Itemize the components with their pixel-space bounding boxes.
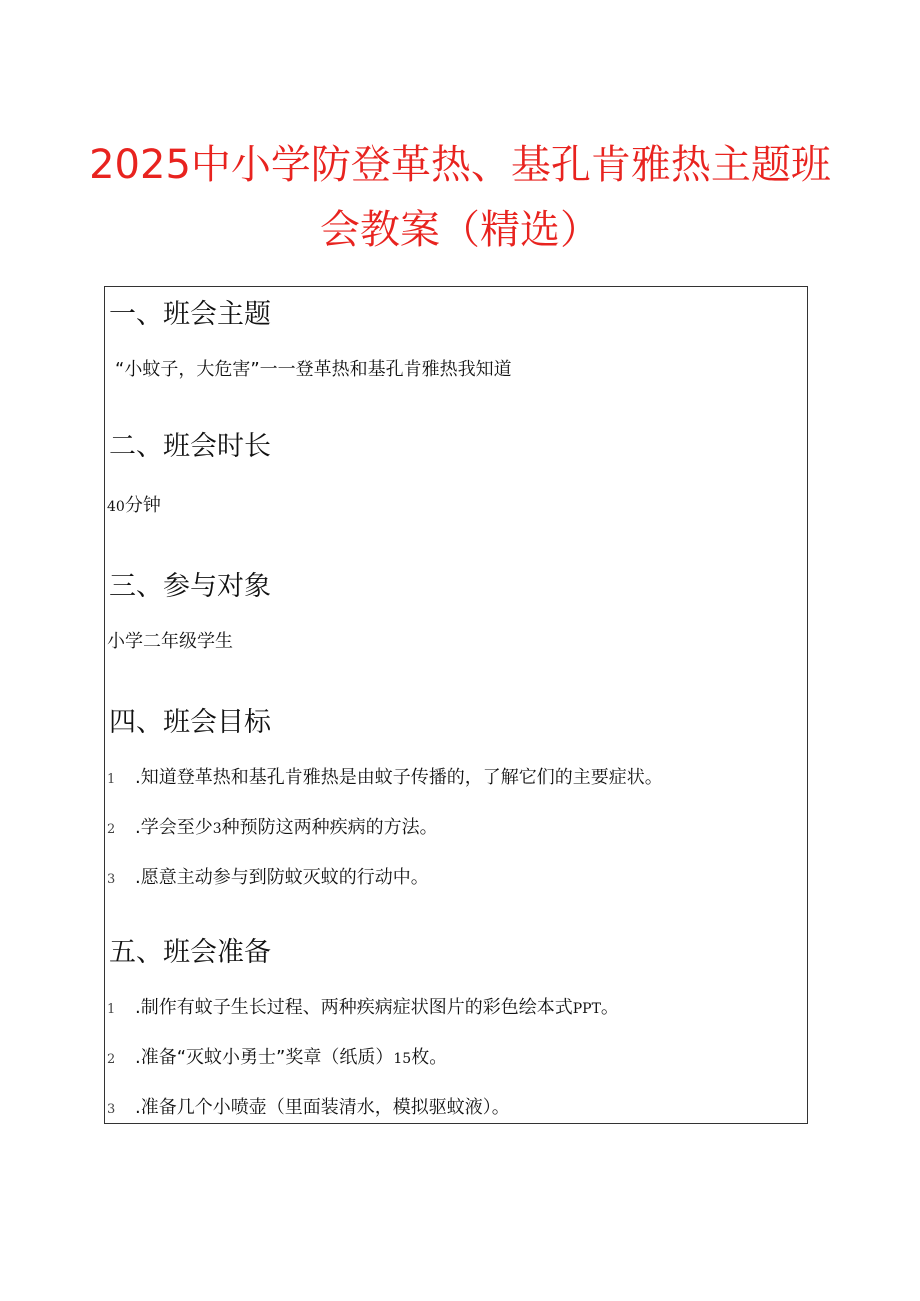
prep-number: 1 — [107, 1002, 116, 1017]
goal-item — [107, 865, 429, 893]
goal-text-after: 种预防这两种疾病的方法。 — [221, 817, 438, 838]
duration-text — [107, 493, 161, 520]
prep-text-after: 。 — [600, 997, 619, 1018]
goal-number: 2 — [107, 822, 116, 837]
prep-number: 3 — [107, 1102, 116, 1117]
section-heading-duration: 二、班会时长 — [109, 431, 271, 462]
theme-text: “小蚊子，大危害”一一登革热和基孔肯雅热我知道 — [115, 359, 512, 380]
participants-text: 小学二年级学生 — [107, 631, 233, 652]
prep-text: .准备“灭蚊小勇士”奖章（纸质） — [135, 1047, 394, 1068]
duration-unit: 分钟 — [124, 495, 161, 516]
lesson-plan-box — [104, 286, 808, 1124]
goal-item — [107, 815, 438, 843]
goal-text: .愿意主动参与到防蚊灭蚊的行动中。 — [135, 867, 429, 888]
section-heading-goals: 四、班会目标 — [109, 707, 271, 738]
goal-text: .学会至少 — [135, 817, 213, 838]
prep-text: .准备几个小喷壶（里面装清水，模拟驱蚊液）。 — [135, 1097, 510, 1118]
goal-number: 3 — [107, 872, 116, 887]
prep-inline: PPT — [572, 1001, 601, 1017]
goal-inline-number: 3 — [212, 821, 222, 837]
section-heading-theme: 一、班会主题 — [109, 299, 271, 330]
prep-item — [107, 1095, 510, 1123]
document-title-line-1: 2025中小学防登革热、基孔肯雅热主题班 — [89, 142, 831, 188]
prep-inline: 15 — [393, 1051, 412, 1067]
prep-item — [107, 1045, 447, 1073]
prep-text: .制作有蚊子生长过程、两种疾病症状图片的彩色绘本式 — [135, 997, 573, 1018]
prep-text-after: 枚。 — [411, 1047, 448, 1068]
document-title-line-2: 会教案（精选） — [320, 207, 600, 253]
section-heading-preparation: 五、班会准备 — [109, 937, 271, 968]
goal-item — [107, 765, 663, 793]
section-heading-participants: 三、参与对象 — [109, 571, 271, 602]
goal-text: .知道登革热和基孔肯雅热是由蚊子传播的，了解它们的主要症状。 — [135, 767, 663, 788]
prep-number: 2 — [107, 1052, 116, 1067]
duration-number: 40 — [107, 499, 125, 515]
prep-item — [107, 995, 619, 1023]
goal-number: 1 — [107, 772, 116, 787]
